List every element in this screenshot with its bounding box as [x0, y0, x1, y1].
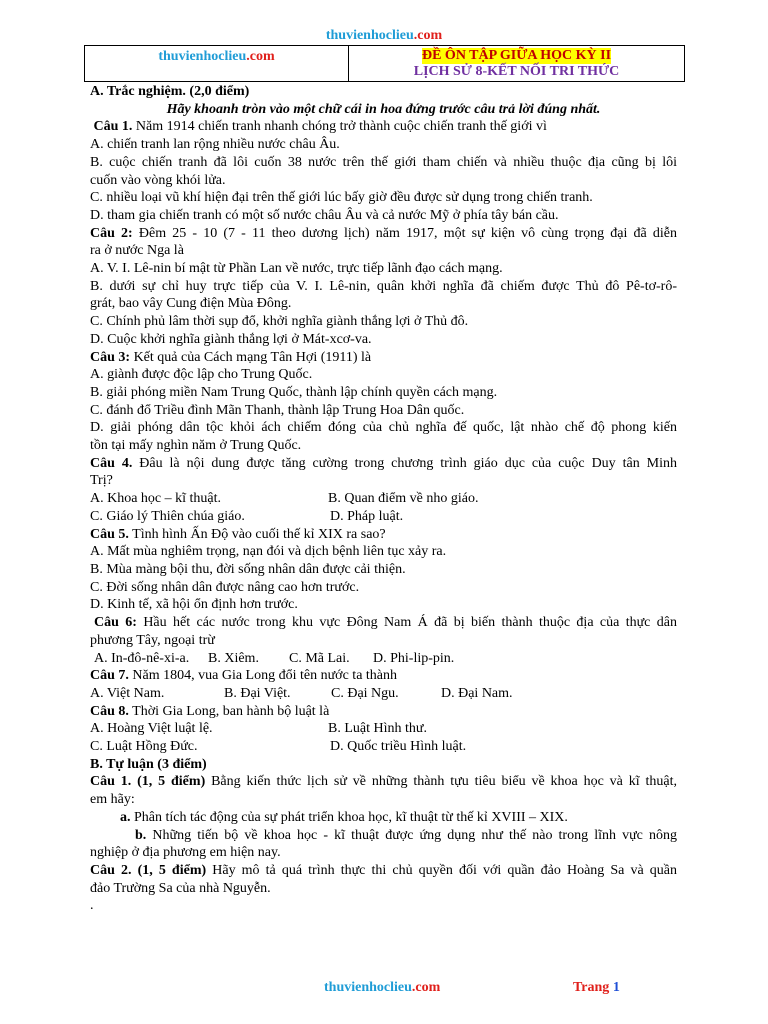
- q7-option-c: C. Đại Ngu.: [331, 685, 399, 701]
- q2-option-d: D. Cuộc khởi nghĩa giành thắng lợi ở Mát-xcơ-va.: [90, 331, 372, 347]
- q6-option-c: C. Mã Lai.: [289, 650, 350, 666]
- essay-question-1b: b. Những tiến bộ về khoa học - kĩ thuật được ứng dụng như thế nào trong lĩnh vực nông: [135, 827, 677, 843]
- essay-question-2-cont: đảo Trường Sa của nhà Nguyễn.: [90, 880, 271, 896]
- q7-option-a: A. Việt Nam.: [90, 685, 165, 701]
- q1-option-b: B. cuộc chiến tranh đã lôi cuốn 38 nước trên thế giới tham chiến và nhiều thuộc địa cũng bị lôi: [90, 154, 677, 170]
- question-6-cont: phương Tây, ngoại trừ: [90, 632, 215, 648]
- q6-option-b: B. Xiêm.: [208, 650, 259, 666]
- question-8: Câu 8. Thời Gia Long, ban hành bộ luật là: [90, 703, 330, 719]
- q6-option-a: A. In-đô-nê-xi-a.: [94, 650, 190, 666]
- q1-option-d: D. tham gia chiến tranh có một số nước châu Âu và cả nước Mỹ ở phía tây bán cầu.: [90, 207, 559, 223]
- question-7: Câu 7. Năm 1804, vua Gia Long đổi tên nước ta thành: [90, 668, 398, 684]
- q5-option-b: B. Mùa màng bội thu, đời sống nhân dân được cải thiện.: [90, 561, 406, 577]
- question-2-cont: ra ở nước Nga là: [90, 243, 184, 259]
- essay-question-1b-cont: nghiệp ở địa phương em hiện nay.: [90, 845, 281, 861]
- q7-option-d: D. Đại Nam.: [441, 685, 513, 701]
- question-3: Câu 3: Kết quả của Cách mạng Tân Hợi (1911) là: [90, 349, 372, 365]
- section-a-heading: A. Trắc nghiệm. (2,0 điểm): [90, 84, 250, 99]
- exam-title: [349, 46, 684, 81]
- q4-option-b: B. Quan điểm về nho giáo.: [328, 491, 479, 507]
- q5-option-d: D. Kinh tế, xã hội ổn định hơn trước.: [90, 597, 298, 613]
- top-site-watermark: thuvienhoclieu.com: [325, 28, 443, 43]
- essay-question-1: Câu 1. (1, 5 điểm) Bằng kiến thức lịch sử về những thành tựu tiêu biểu về khoa học và kĩ thuật,: [90, 774, 678, 790]
- trailing-dot: .: [90, 898, 94, 914]
- q2-option-b: B. dưới sự chỉ huy trực tiếp của V. I. Lê-nin, quân khởi nghĩa đã chiếm được Thủ đô Pê-tơ-rô-: [90, 278, 677, 294]
- q8-option-c: C. Luật Hồng Đức.: [90, 739, 198, 755]
- q3-option-b: B. giải phóng miền Nam Trung Quốc, thành lập chính quyền cách mạng.: [90, 384, 498, 400]
- q3-option-a: A. giành được độc lập cho Trung Quốc.: [90, 367, 313, 383]
- footer-site-watermark: thuvienhoclieu.com: [324, 980, 441, 995]
- q2-option-c: C. Chính phủ lâm thời sụp đổ, khởi nghĩa giành thắng lợi ở Thủ đô.: [90, 314, 469, 330]
- q4-option-a: A. Khoa học – kĩ thuật.: [90, 491, 222, 507]
- q4-option-d: D. Pháp luật.: [330, 508, 404, 524]
- exam-title-line1: ĐỀ ÔN TẬP GIỮA HỌC KỲ II: [421, 48, 612, 63]
- q8-option-a: A. Hoàng Việt luật lệ.: [90, 721, 213, 737]
- question-2: Câu 2: Đêm 25 - 10 (7 - 11 theo dương lịch) năm 1917, một sự kiện vô cùng trọng đại đã diễn: [90, 225, 678, 241]
- question-1: Câu 1. Năm 1914 chiến tranh nhanh chóng trở thành cuộc chiến tranh thế giới vì: [93, 119, 547, 135]
- q7-option-b: B. Đại Việt.: [224, 685, 291, 701]
- q8-option-d: D. Quốc triều Hình luật.: [330, 739, 467, 755]
- q3-option-c: C. đánh đổ Triều đình Mãn Thanh, thành lập Trung Hoa Dân quốc.: [90, 402, 465, 418]
- q5-option-a: A. Mất mùa nghiêm trọng, nạn đói và dịch bệnh liên tục xảy ra.: [90, 544, 447, 560]
- q1-option-c: C. nhiều loại vũ khí hiện đại trên thế giới lúc bấy giờ đều được sử dụng trong chiến tranh.: [90, 190, 593, 206]
- q5-option-c: C. Đời sống nhân dân được nâng cao hơn trước.: [90, 579, 360, 595]
- page-number: Trang 1: [573, 980, 620, 995]
- section-b-heading: B. Tự luận (3 điểm): [90, 756, 207, 772]
- question-4: Câu 4. Đâu là nội dung được tăng cường trong chương trình giáo dục của cuộc Duy tân Minh: [90, 455, 677, 471]
- header-site-name: thuvienhoclieu .com: [85, 46, 349, 81]
- section-a-instruction: Hãy khoanh tròn vào một chữ cái in hoa đứng trước câu trả lời đúng nhất.: [166, 101, 601, 117]
- essay-question-1-cont: em hãy:: [90, 792, 135, 808]
- q3-option-d: D. giải phóng dân tộc khỏi ách chiếm đóng của chủ nghĩa đế quốc, lật nhào chế độ phong kiến: [90, 420, 677, 436]
- q1-option-a: A. chiến tranh lan rộng nhiều nước châu Âu.: [90, 137, 340, 153]
- q1-option-b-cont: cuốn vào vòng khói lửa.: [90, 172, 226, 188]
- q2-option-a: A. V. I. Lê-nin bí mật từ Phần Lan về nước, trực tiếp lãnh đạo cách mạng.: [90, 261, 503, 277]
- question-6: Câu 6: Hầu hết các nước trong khu vực Đông Nam Á đã bị biến thành thuộc địa của thực dân: [94, 615, 677, 631]
- question-4-cont: Trị?: [90, 473, 113, 489]
- q3-option-d-cont: tồn tại mấy nghìn năm ở Trung Quốc.: [90, 438, 302, 454]
- essay-question-2: Câu 2. (1, 5 điểm) Hãy mô tả quá trình thực thi chủ quyền đối với quần đảo Hoàng Sa và quần: [90, 862, 677, 878]
- header-table: [84, 45, 685, 82]
- essay-question-1a: a. Phân tích tác động của sự phát triển khoa học, kĩ thuật từ thế kỉ XVIII – XIX.: [120, 809, 568, 825]
- exam-title-line2: LỊCH SỬ 8-KẾT NỐI TRI THỨC: [413, 64, 620, 79]
- q8-option-b: B. Luật Hình thư.: [328, 721, 427, 737]
- question-5: Câu 5. Tình hình Ấn Độ vào cuối thế kỉ XIX ra sao?: [90, 526, 386, 542]
- q2-option-b-cont: grát, bao vây Cung điện Mùa Đông.: [90, 296, 292, 312]
- exam-content: [90, 83, 677, 915]
- q4-option-c: C. Giáo lý Thiên chúa giáo.: [90, 508, 245, 524]
- q6-option-d: D. Phi-lip-pin.: [373, 650, 455, 666]
